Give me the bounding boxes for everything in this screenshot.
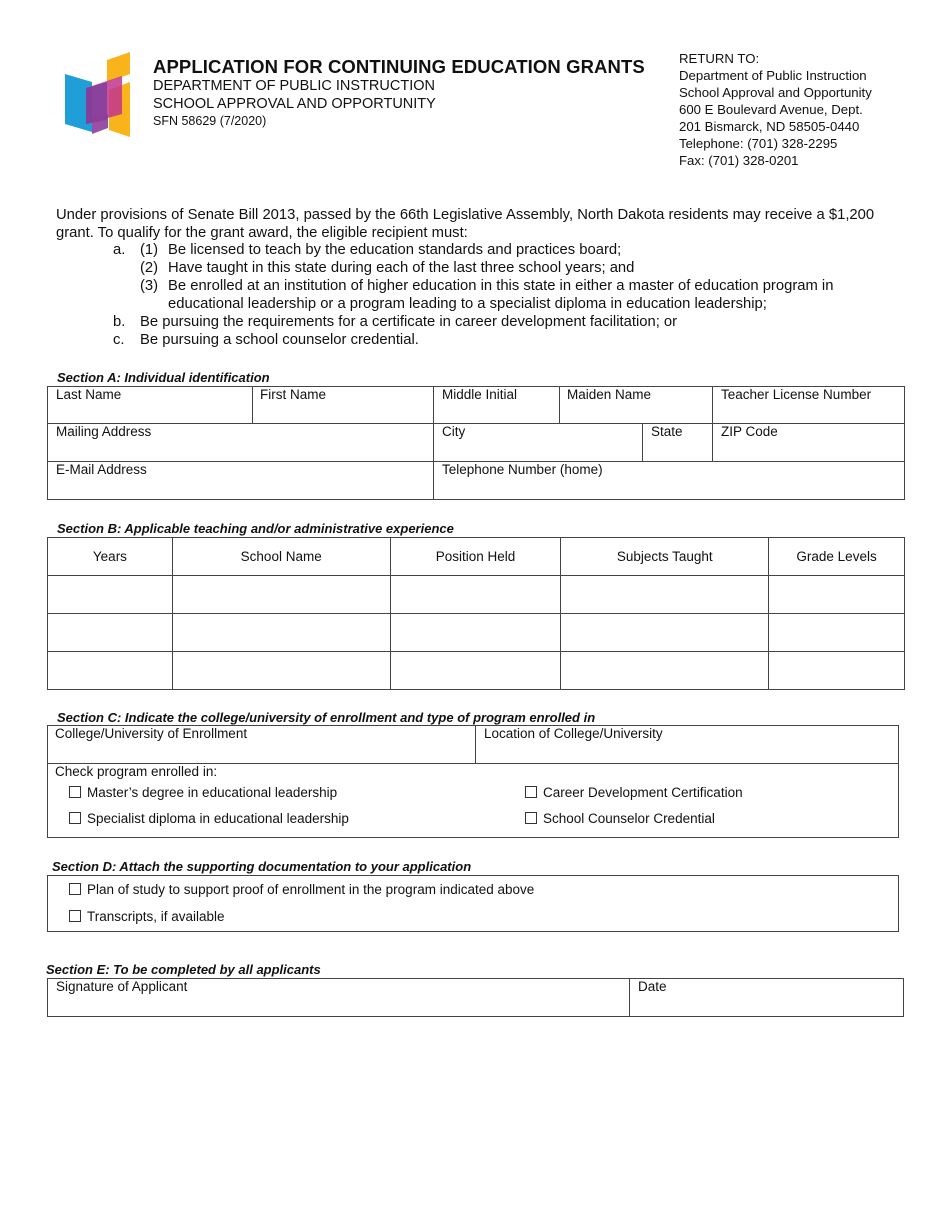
plan-of-study-option[interactable] [69, 882, 534, 897]
table-cell[interactable] [390, 652, 561, 690]
return-line: Telephone: (701) 328-2295 [679, 136, 838, 151]
department-name: DEPARTMENT OF PUBLIC INSTRUCTION [153, 78, 435, 94]
field-label: Telephone Number (home) [442, 462, 603, 477]
table-row [48, 576, 905, 614]
intro-paragraph: Under provisions of Senate Bill 2013, passed by the 66th Legislative Assembly, North Dakota residents may receive a $1,200 grant. To qualify for the grant award, the eligible recipient must: [56, 207, 875, 241]
section-a-heading: Section A: Individual identification [57, 370, 270, 385]
table-cell[interactable] [769, 652, 905, 690]
return-line: Fax: (701) 328-0201 [679, 153, 799, 168]
school-counselor-option[interactable] [525, 811, 715, 826]
license-number-field[interactable] [712, 386, 905, 424]
list-marker: c. [113, 332, 125, 348]
field-label: ZIP Code [721, 424, 778, 439]
specialist-diploma-option[interactable] [69, 811, 349, 826]
column-header: Position Held [390, 538, 561, 576]
college-location-field[interactable] [475, 725, 899, 764]
field-label: City [442, 424, 466, 439]
city-field[interactable] [433, 423, 643, 462]
option-label: Career Development Certification [543, 785, 743, 800]
college-field[interactable] [47, 725, 476, 764]
list-item-continued: educational leadership or a program leading to a specialist diploma in education leadership; [168, 296, 767, 312]
table-cell[interactable] [561, 652, 769, 690]
state-field[interactable] [642, 423, 713, 462]
table-cell[interactable] [172, 614, 390, 652]
form-number: SFN 58629 (7/2020) [153, 114, 267, 128]
list-item: Be licensed to teach by the education standards and practices board; [168, 242, 622, 258]
field-label: College/University of Enrollment [55, 726, 248, 741]
transcripts-option[interactable] [69, 909, 225, 924]
table-cell[interactable] [769, 576, 905, 614]
masters-degree-option[interactable] [69, 785, 337, 800]
section-c-heading: Section C: Indicate the college/university of enrollment and type of program enrolled in [57, 710, 596, 725]
list-number: (2) [140, 260, 159, 276]
table-cell[interactable] [561, 576, 769, 614]
table-cell[interactable] [48, 576, 173, 614]
office-name: SCHOOL APPROVAL AND OPPORTUNITY [153, 96, 436, 112]
program-check-box [47, 763, 899, 838]
career-development-option[interactable] [525, 785, 743, 800]
return-line: 201 Bismarck, ND 58505-0440 [679, 119, 860, 134]
table-header-row [48, 538, 905, 576]
zip-code-field[interactable] [712, 423, 905, 462]
column-header: Years [48, 538, 173, 576]
checkbox[interactable] [525, 812, 537, 824]
section-d-heading: Section D: Attach the supporting documentation to your application [52, 859, 472, 874]
section-b-heading: Section B: Applicable teaching and/or administrative experience [57, 521, 454, 536]
column-header: School Name [172, 538, 390, 576]
list-item: Be pursuing the requirements for a certificate in career development facilitation; or [140, 314, 678, 330]
return-line: Department of Public Instruction [679, 68, 867, 83]
telephone-field[interactable] [433, 461, 905, 500]
list-marker: a. [113, 242, 126, 258]
first-name-field[interactable] [252, 386, 434, 424]
table-cell[interactable] [48, 652, 173, 690]
form-title: APPLICATION FOR CONTINUING EDUCATION GRANTS [153, 56, 645, 77]
signature-field[interactable] [47, 978, 630, 1017]
email-field[interactable] [47, 461, 434, 500]
field-label: Teacher License Number [721, 387, 872, 402]
column-header: Subjects Taught [561, 538, 769, 576]
field-label: Mailing Address [56, 424, 152, 439]
option-label: Transcripts, if available [87, 909, 225, 924]
table-cell[interactable] [769, 614, 905, 652]
return-line: School Approval and Opportunity [679, 85, 872, 100]
field-label: Signature of Applicant [56, 979, 188, 994]
mailing-address-field[interactable] [47, 423, 434, 462]
field-label: State [651, 424, 683, 439]
last-name-field[interactable] [47, 386, 253, 424]
return-to-label: RETURN TO: [679, 51, 760, 66]
field-label: Date [638, 979, 667, 994]
option-label: Master’s degree in educational leadership [87, 785, 338, 800]
section-e-heading: Section E: To be completed by all applicants [46, 962, 321, 977]
checkbox[interactable] [69, 786, 81, 798]
list-number: (1) [140, 242, 159, 258]
checkbox[interactable] [69, 812, 81, 824]
dpi-logo [62, 52, 132, 140]
checkbox[interactable] [69, 910, 81, 922]
list-item: Be pursuing a school counselor credential. [140, 332, 419, 348]
table-cell[interactable] [390, 614, 561, 652]
table-cell[interactable] [172, 576, 390, 614]
date-field[interactable] [629, 978, 904, 1017]
option-label: School Counselor Credential [543, 811, 715, 826]
table-row [48, 652, 905, 690]
experience-table [47, 537, 905, 690]
return-to-block [679, 50, 872, 169]
maiden-name-field[interactable] [559, 386, 713, 424]
field-label: First Name [260, 387, 327, 402]
checkbox[interactable] [525, 786, 537, 798]
list-item: Have taught in this state during each of the last three school years; and [168, 260, 635, 276]
table-cell[interactable] [48, 614, 173, 652]
list-item: Be enrolled at an institution of higher education in this state in either a master of education program in [168, 278, 834, 294]
table-row [48, 614, 905, 652]
option-label: Specialist diploma in educational leadership [87, 811, 349, 826]
list-number: (3) [140, 278, 159, 294]
middle-initial-field[interactable] [433, 386, 560, 424]
field-label: Middle Initial [442, 387, 518, 402]
field-label: Location of College/University [484, 726, 663, 741]
table-cell[interactable] [561, 614, 769, 652]
column-header: Grade Levels [769, 538, 905, 576]
field-label: E-Mail Address [56, 462, 147, 477]
field-label: Maiden Name [567, 387, 652, 402]
checkbox[interactable] [69, 883, 81, 895]
field-label: Last Name [56, 387, 122, 402]
check-program-label: Check program enrolled in: [55, 764, 218, 779]
option-label: Plan of study to support proof of enrollment in the program indicated above [87, 882, 535, 897]
list-marker: b. [113, 314, 126, 330]
table-cell[interactable] [172, 652, 390, 690]
return-line: 600 E Boulevard Avenue, Dept. [679, 102, 863, 117]
table-cell[interactable] [390, 576, 561, 614]
